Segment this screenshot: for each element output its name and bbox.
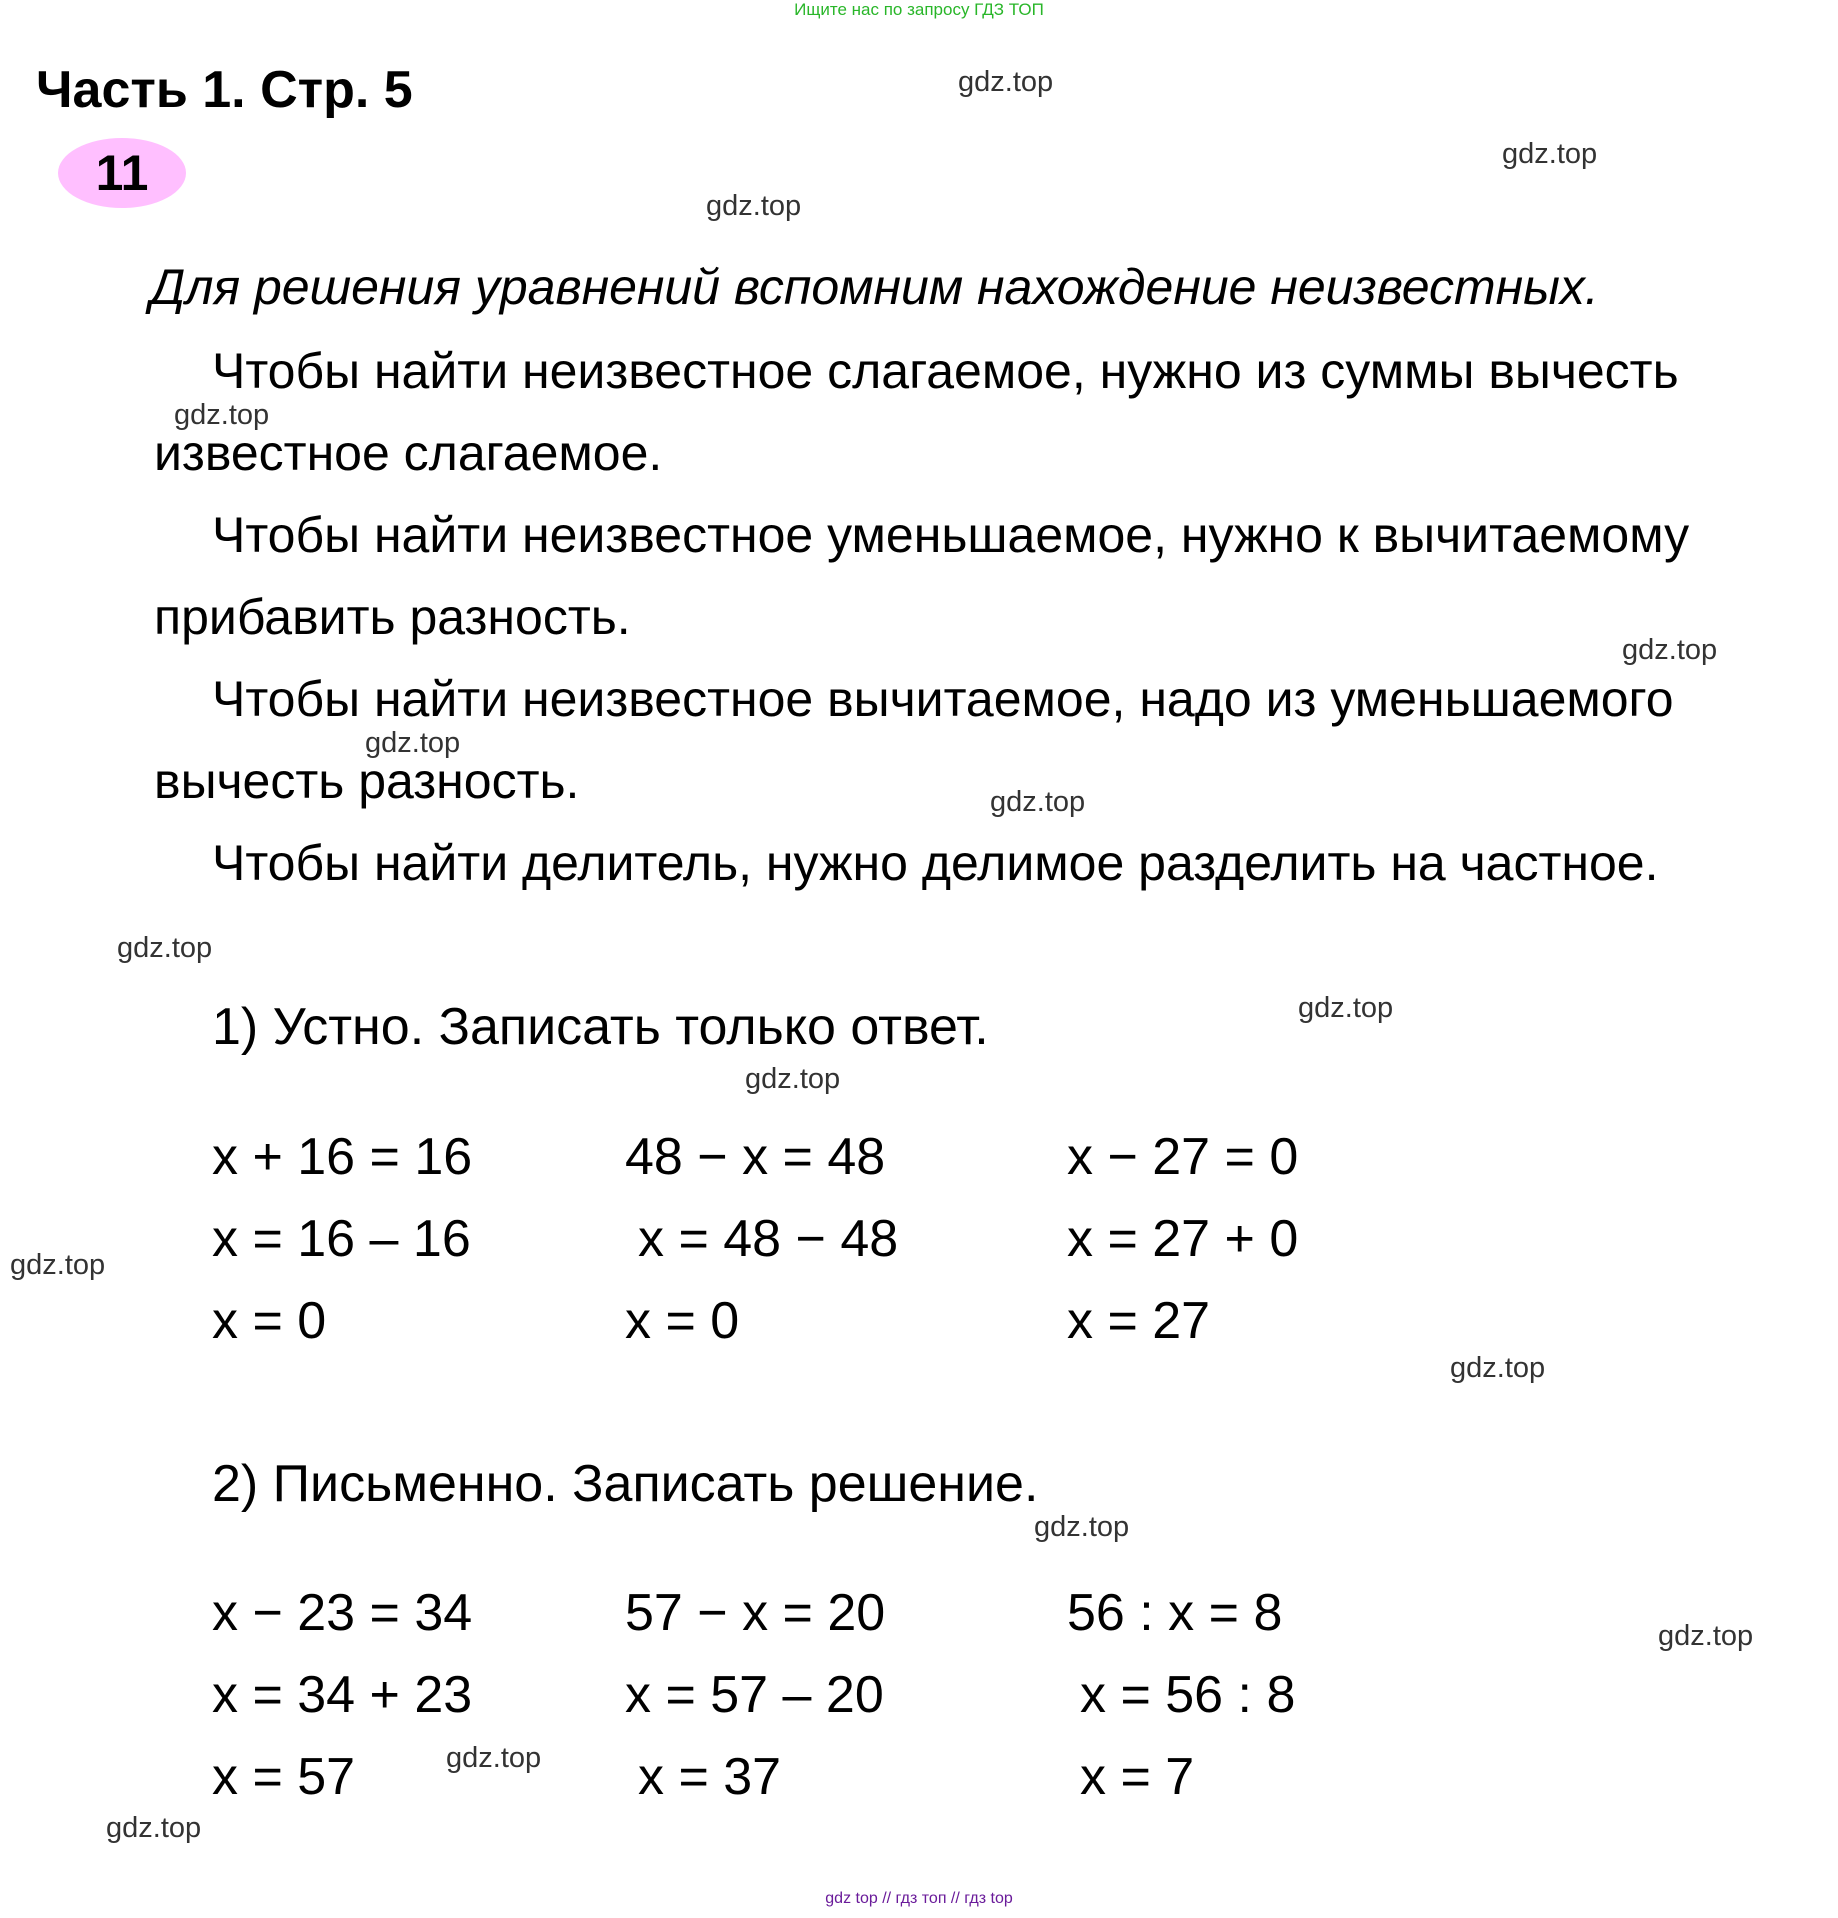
part1-col1-eq1: x + 16 = 16 [212,1128,473,1186]
watermark: gdz.top [1034,1511,1130,1543]
watermark: gdz.top [174,399,270,431]
part1-col1-eq2: x = 16 – 16 [212,1210,471,1268]
rule-3-line-2: вычесть разность. [154,753,580,809]
watermark: gdz.top [1450,1352,1546,1384]
top-banner: Ищите нас по запросу ГДЗ ТОП [794,0,1044,19]
part1-col2-eq3: x = 0 [625,1292,740,1350]
watermark: gdz.top [1658,1620,1754,1652]
part2-col3-eq2: x = 56 : 8 [1080,1666,1296,1724]
watermark: gdz.top [745,1063,841,1095]
watermark: gdz.top [1622,634,1718,666]
part1-col2-eq2: x = 48 − 48 [638,1210,899,1268]
task-number: 11 [95,145,149,201]
watermark: gdz.top [990,786,1086,818]
part2-col2-eq3: x = 37 [638,1748,782,1806]
watermark: gdz.top [958,66,1054,98]
rule-1-line-2: известное слагаемое. [154,425,663,481]
rule-4-line-1: Чтобы найти делитель, нужно делимое разделить на частное. [212,835,1659,891]
part1-heading: 1) Устно. Записать только ответ. [212,998,989,1056]
rule-2-line-2: прибавить разность. [154,589,631,645]
task-number-badge [58,138,186,208]
intro-text: Для решения уравнений вспомним нахождение неизвестных. [150,259,1599,315]
part2-heading: 2) Письменно. Записать решение. [212,1455,1039,1513]
part1-col3-eq2: x = 27 + 0 [1067,1210,1299,1268]
page-title: Часть 1. Стр. 5 [36,61,413,119]
rule-1-line-1: Чтобы найти неизвестное слагаемое, нужно из суммы вычесть [212,343,1679,399]
watermark: gdz.top [10,1249,106,1281]
watermark: gdz.top [446,1742,542,1774]
part2-col2-eq1: 57 − x = 20 [625,1584,886,1642]
watermark: gdz.top [117,932,213,964]
rule-2-line-1: Чтобы найти неизвестное уменьшаемое, нужно к вычитаемому [212,507,1690,563]
watermark: gdz.top [706,190,802,222]
part1-col3-eq3: x = 27 [1067,1292,1211,1350]
part2-col2-eq2: x = 57 – 20 [625,1666,884,1724]
part2-col1-eq2: x = 34 + 23 [212,1666,473,1724]
part1-col3-eq1: x − 27 = 0 [1067,1128,1299,1186]
part2-col3-eq1: 56 : x = 8 [1067,1584,1283,1642]
watermark: gdz.top [106,1812,202,1844]
watermark: gdz.top [1298,992,1394,1024]
part2-col1-eq1: x − 23 = 34 [212,1584,473,1642]
part1-col1-eq3: x = 0 [212,1292,327,1350]
watermark: gdz.top [365,727,461,759]
part2-col1-eq3: x = 57 [212,1748,356,1806]
part2-col3-eq3: x = 7 [1080,1748,1195,1806]
part1-col2-eq1: 48 − x = 48 [625,1128,886,1186]
watermark: gdz.top [1502,138,1598,170]
rule-3-line-1: Чтобы найти неизвестное вычитаемое, надо из уменьшаемого [212,671,1674,727]
footer-text: gdz top // гдз топ // гдз top [825,1890,1013,1907]
